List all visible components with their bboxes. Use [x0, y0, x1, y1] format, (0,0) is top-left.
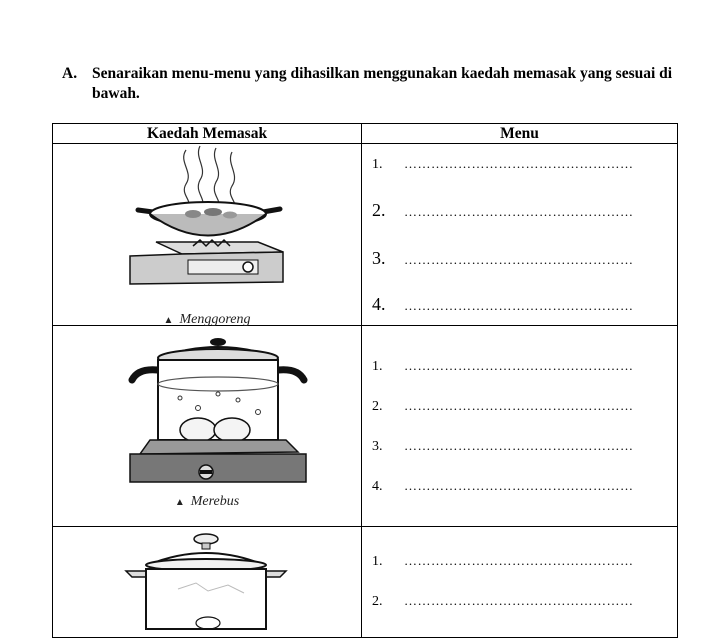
- header-row: [53, 124, 678, 144]
- method-cell-frying: [53, 144, 362, 326]
- list-item: 1. ……………………………………………: [372, 358, 634, 374]
- table-row: [53, 144, 678, 326]
- question: [62, 64, 682, 104]
- list-item: 3. ……………………………………………: [372, 438, 634, 454]
- list-item: 3. ……………………………………………: [372, 248, 634, 268]
- list-item: 1. ……………………………………………: [372, 553, 634, 569]
- header-method: Kaedah Memasak: [53, 124, 362, 144]
- worksheet-table: [52, 123, 678, 638]
- boiling-pot-on-stove-illustration: [118, 328, 318, 498]
- table-row: [53, 527, 678, 638]
- triangle-icon: ▲: [174, 497, 185, 508]
- table-row: [53, 326, 678, 527]
- question-number: A.: [62, 65, 78, 82]
- header-menu: Menu: [362, 124, 678, 144]
- list-item: 2. ……………………………………………: [372, 398, 634, 414]
- frying-pan-on-stove-illustration: [108, 142, 308, 292]
- menu-cell-frying: [362, 144, 678, 326]
- list-item: 2. ……………………………………………: [372, 200, 634, 220]
- steamer-pot-illustration: [118, 531, 318, 631]
- list-item: 4. ……………………………………………: [372, 294, 634, 314]
- list-item: 4. ……………………………………………: [372, 478, 634, 494]
- list-item: 1. ……………………………………………: [372, 156, 634, 172]
- caption-frying: ▲ Menggoreng: [163, 312, 251, 327]
- method-cell-boiling: [53, 326, 362, 527]
- menu-cell-steaming: [362, 527, 678, 638]
- method-cell-steaming: [53, 527, 362, 638]
- list-item: 2. ……………………………………………: [372, 593, 634, 609]
- triangle-icon: ▲: [163, 315, 174, 326]
- caption-boiling: ▲ Merebus: [174, 494, 240, 509]
- menu-cell-boiling: [362, 326, 678, 527]
- question-text: Senaraikan menu-menu yang dihasilkan menggunakan kaedah memasak yang sesuai di bawah.: [92, 65, 673, 102]
